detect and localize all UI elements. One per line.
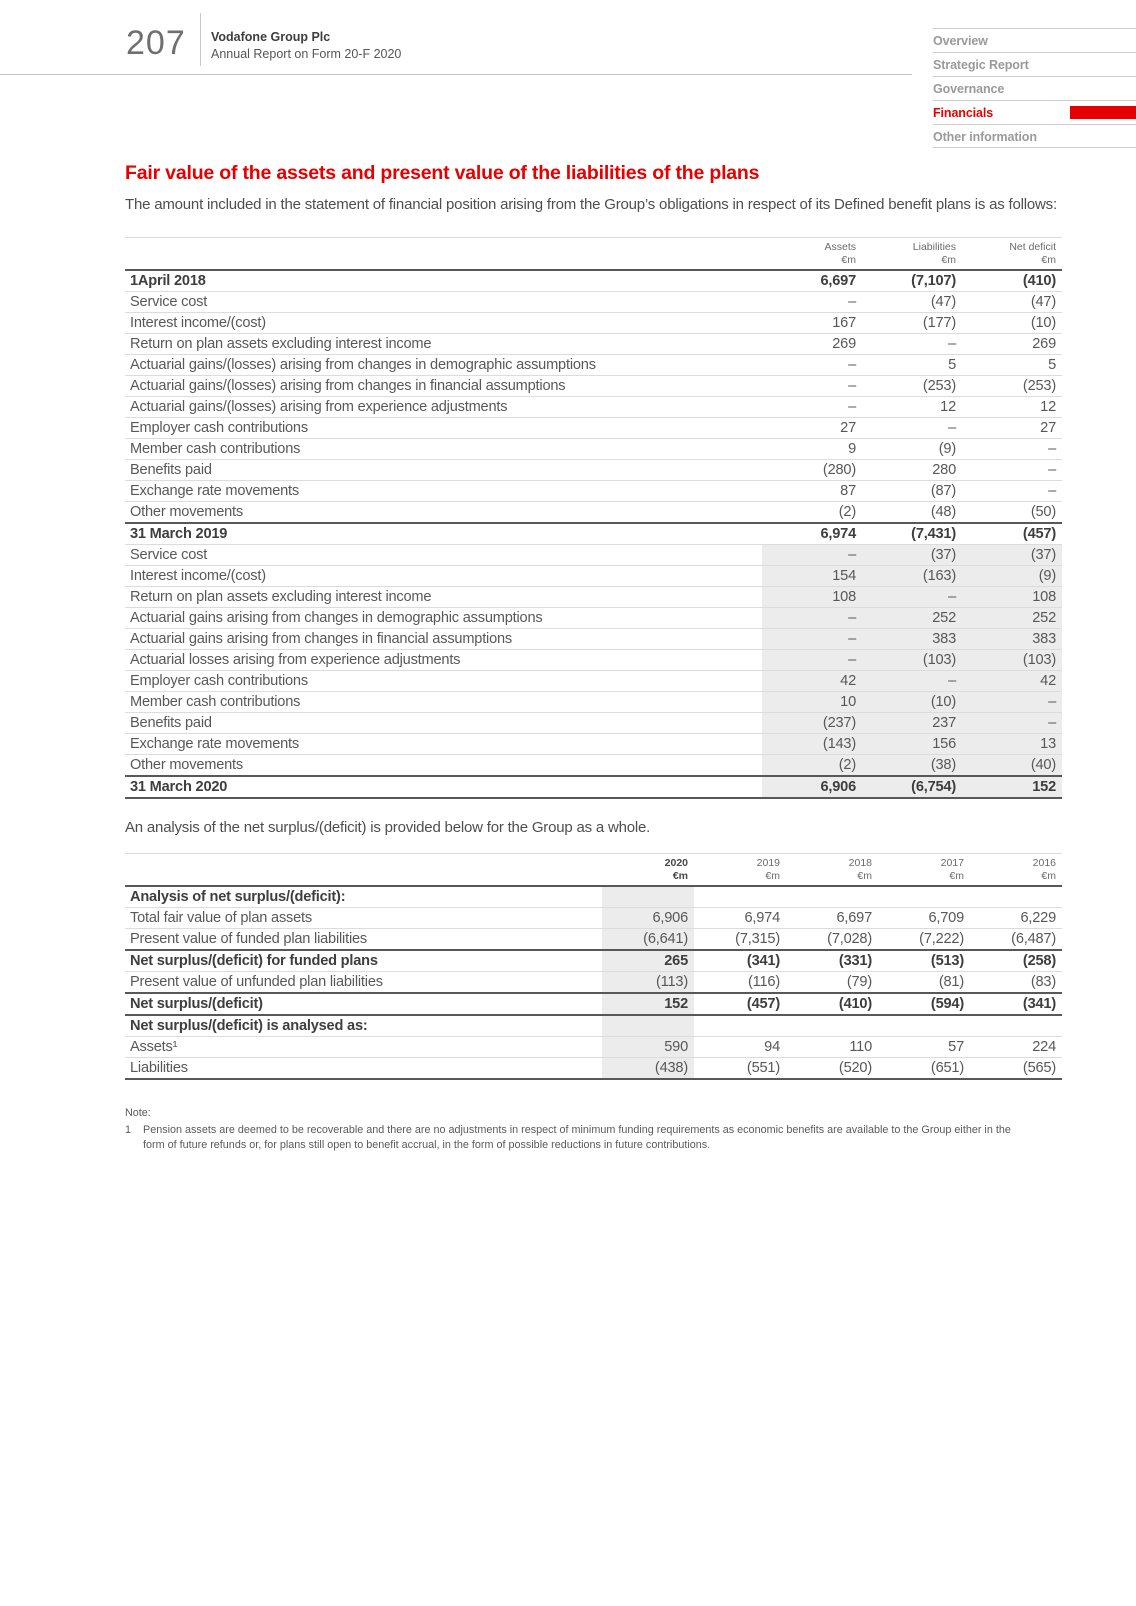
cell-value: 237 <box>862 713 962 734</box>
table-row <box>125 292 1062 313</box>
table-row <box>125 313 1062 334</box>
cell-value: (253) <box>1022 378 1056 394</box>
cell-value: (6,641) <box>602 929 694 951</box>
plan-movements-table <box>125 237 1062 799</box>
analysis-paragraph: An analysis of the net surplus/(deficit) is provided below for the Group as a whole. <box>125 819 651 836</box>
cell-value: (341) <box>746 953 780 969</box>
cell-value <box>694 1015 786 1037</box>
section-nav <box>933 28 1136 148</box>
cell-value: 110 <box>849 1039 872 1055</box>
cell-value: – <box>1048 462 1056 478</box>
cell-value: (520) <box>838 1060 872 1076</box>
table-row <box>125 334 1062 355</box>
cell-value: (143) <box>762 734 862 755</box>
cell-value: 6,974 <box>744 910 780 926</box>
table-row <box>125 972 1062 994</box>
cell-value: – <box>948 420 956 436</box>
cell-value: – <box>762 650 862 671</box>
nav-item-label: Governance <box>933 82 1005 96</box>
table-row <box>125 1058 1062 1080</box>
cell-value: (81) <box>938 974 964 990</box>
intro-paragraph: The amount included in the statement of financial position arising from the Group’s obligations in respect of its Defined benefit plans is as follows: <box>125 196 1057 213</box>
cell-value: (79) <box>846 974 872 990</box>
nav-item-label: Strategic Report <box>933 58 1029 72</box>
cell-value: (47) <box>1030 294 1056 310</box>
cell-value: (457) <box>746 996 780 1012</box>
nav-item-financials[interactable] <box>933 100 1136 124</box>
table-row <box>125 908 1062 929</box>
row-label: Service cost <box>130 294 208 310</box>
cell-value: (410) <box>838 996 872 1012</box>
cell-value: 27 <box>1040 420 1056 436</box>
cell-value: – <box>848 399 856 415</box>
table-row <box>125 1037 1062 1058</box>
cell-value <box>694 886 786 908</box>
row-label: Actuarial losses arising from experience adjustments <box>130 652 461 668</box>
row-label: Actuarial gains/(losses) arising from changes in demographic assumptions <box>130 357 596 373</box>
cell-value: 94 <box>764 1039 780 1055</box>
row-label: Exchange rate movements <box>130 483 299 499</box>
cell-value: 252 <box>962 608 1062 629</box>
cell-value: (103) <box>862 650 962 671</box>
cell-value <box>786 1015 878 1037</box>
table-row <box>125 629 1062 650</box>
cell-value: 383 <box>862 629 962 650</box>
table-row <box>125 776 1062 798</box>
table-row <box>125 587 1062 608</box>
cell-value: (565) <box>1022 1060 1056 1076</box>
row-label: Actuarial gains arising from changes in financial assumptions <box>130 631 513 647</box>
row-label: Present value of funded plan liabilities <box>130 931 368 947</box>
section-heading: Fair value of the assets and present value of the liabilities of the plans <box>125 162 760 184</box>
cell-value: (177) <box>922 315 956 331</box>
table-row <box>125 397 1062 418</box>
cell-value: 167 <box>832 315 856 331</box>
cell-value <box>786 886 878 908</box>
cell-value: 6,709 <box>928 910 964 926</box>
cell-value: 13 <box>962 734 1062 755</box>
row-label: Employer cash contributions <box>130 420 308 436</box>
cell-value: 57 <box>948 1039 964 1055</box>
cell-value: (50) <box>1030 504 1056 520</box>
cell-value: 152 <box>602 993 694 1015</box>
table-row <box>125 545 1062 566</box>
cell-value: (37) <box>862 545 962 566</box>
table-row <box>125 376 1062 397</box>
cell-value: – <box>848 357 856 373</box>
column-header-liabilities: Liabilities €m <box>912 241 956 266</box>
table-row <box>125 993 1062 1015</box>
note-section <box>125 1106 1062 1153</box>
column-header-2020: 2020 €m <box>664 857 688 882</box>
row-label: Net surplus/(deficit) for funded plans <box>130 953 378 969</box>
row-label: Actuarial gains/(losses) arising from experience adjustments <box>130 399 508 415</box>
row-label: Exchange rate movements <box>130 736 299 752</box>
cell-value: (38) <box>862 755 962 777</box>
cell-value: – <box>1048 441 1056 457</box>
cell-value: 383 <box>962 629 1062 650</box>
cell-value: 108 <box>962 587 1062 608</box>
cell-value: 269 <box>832 336 856 352</box>
cell-value: 12 <box>940 399 956 415</box>
row-label: Net surplus/(deficit) <box>130 996 263 1012</box>
table-row <box>125 734 1062 755</box>
table-row <box>125 439 1062 460</box>
cell-value: 10 <box>762 692 862 713</box>
active-section-marker <box>1070 106 1136 119</box>
row-label: Total fair value of plan assets <box>130 910 313 926</box>
table-row <box>125 950 1062 972</box>
cell-value: 6,697 <box>836 910 872 926</box>
cell-value: 265 <box>602 950 694 972</box>
cell-value: – <box>762 629 862 650</box>
row-label: 31 March 2019 <box>130 526 228 542</box>
cell-value: 27 <box>840 420 856 436</box>
cell-value: – <box>962 692 1062 713</box>
row-label: Return on plan assets excluding interest income <box>130 336 432 352</box>
column-header-assets: Assets €m <box>824 241 856 266</box>
row-label: 31 March 2020 <box>130 779 228 795</box>
cell-value: (280) <box>822 462 856 478</box>
corner-cell <box>125 854 602 887</box>
row-label: 1April 2018 <box>130 273 206 289</box>
cell-value: (9) <box>938 441 956 457</box>
cell-value: (47) <box>930 294 956 310</box>
table-row <box>125 692 1062 713</box>
cell-value: (331) <box>838 953 872 969</box>
header-rule <box>0 74 912 75</box>
cell-value: 6,906 <box>602 908 694 929</box>
cell-value: (7,028) <box>827 931 872 947</box>
cell-value: (651) <box>930 1060 964 1076</box>
cell-value: (237) <box>762 713 862 734</box>
cell-value: – <box>948 336 956 352</box>
cell-value: (103) <box>962 650 1062 671</box>
row-label: Interest income/(cost) <box>130 315 266 331</box>
page-number: 207 <box>126 24 186 62</box>
cell-value: (438) <box>602 1058 694 1080</box>
corner-cell <box>125 238 762 271</box>
table-row <box>125 886 1062 908</box>
cell-value: (7,107) <box>911 273 956 289</box>
row-label: Present value of unfunded plan liabilities <box>130 974 383 990</box>
column-header-2019: 2019 €m <box>756 857 780 882</box>
cell-value: (113) <box>602 972 694 994</box>
cell-value: – <box>848 378 856 394</box>
table-row <box>125 713 1062 734</box>
cell-value: (116) <box>748 974 780 990</box>
cell-value: 6,906 <box>762 776 862 798</box>
row-label: Interest income/(cost) <box>130 568 266 584</box>
cell-value: 590 <box>602 1037 694 1058</box>
cell-value: – <box>962 713 1062 734</box>
cell-value: 252 <box>862 608 962 629</box>
column-header-net-deficit: Net deficit €m <box>1009 241 1056 266</box>
row-label: Actuarial gains/(losses) arising from changes in financial assumptions <box>130 378 566 394</box>
cell-value: 154 <box>762 566 862 587</box>
cell-value <box>970 886 1062 908</box>
row-label: Benefits paid <box>130 462 212 478</box>
cell-value: (87) <box>930 483 956 499</box>
table-header-row <box>125 854 1062 887</box>
row-label: Other movements <box>130 757 243 773</box>
cell-value: 5 <box>948 357 956 373</box>
cell-value: (6,487) <box>1011 931 1056 947</box>
cell-value: (2) <box>838 504 856 520</box>
table-row <box>125 608 1062 629</box>
cell-value: – <box>1048 483 1056 499</box>
cell-value: 87 <box>840 483 856 499</box>
nav-item-strategic-report[interactable] <box>933 52 1136 76</box>
cell-value <box>878 886 970 908</box>
row-label: Benefits paid <box>130 715 212 731</box>
cell-value <box>970 1015 1062 1037</box>
table-row <box>125 523 1062 545</box>
row-label: Liabilities <box>130 1060 188 1076</box>
header-divider <box>200 13 201 66</box>
cell-value: (341) <box>1022 996 1056 1012</box>
cell-value: (37) <box>962 545 1062 566</box>
table-row <box>125 929 1062 951</box>
row-label: Member cash contributions <box>130 441 301 457</box>
cell-value: (258) <box>1022 953 1056 969</box>
cell-value: 152 <box>962 776 1062 798</box>
cell-value: (10) <box>862 692 962 713</box>
cell-value: (48) <box>930 504 956 520</box>
cell-value: (9) <box>962 566 1062 587</box>
footnote-marker: 1 <box>125 1124 132 1136</box>
cell-value: – <box>762 608 862 629</box>
row-label: Service cost <box>130 547 208 563</box>
table-row <box>125 566 1062 587</box>
cell-value: 42 <box>762 671 862 692</box>
cell-value: 280 <box>932 462 956 478</box>
report-title: Annual Report on Form 20-F 2020 <box>211 47 402 61</box>
table-row <box>125 1015 1062 1037</box>
cell-value: 224 <box>1032 1039 1056 1055</box>
nav-item-overview[interactable] <box>933 28 1136 52</box>
footnote <box>125 1123 1062 1153</box>
column-header-2017: 2017 €m <box>940 857 964 882</box>
cell-value: (457) <box>1022 526 1056 542</box>
row-label: Analysis of net surplus/(deficit): <box>130 889 346 905</box>
table-row <box>125 355 1062 376</box>
table-row <box>125 755 1062 777</box>
nav-item-label: Overview <box>933 34 988 48</box>
cell-value: 6,974 <box>820 526 856 542</box>
table-row <box>125 460 1062 481</box>
cell-value: – <box>862 671 962 692</box>
row-label: Assets¹ <box>130 1039 178 1055</box>
row-label: Employer cash contributions <box>130 673 308 689</box>
footnote-text: Pension assets are deemed to be recoverable and there are no adjustments in respect of minimum funding requirements as economic benefits are available to the Group either in the form of future refunds or, for plans still open to benefit accrual, in the form of possible reductions in future contributions. <box>143 1124 1011 1151</box>
cell-value: (6,754) <box>862 776 962 798</box>
table-row <box>125 671 1062 692</box>
row-label: Actuarial gains arising from changes in demographic assumptions <box>130 610 543 626</box>
column-header-2016: 2016 €m <box>1032 857 1056 882</box>
nav-item-label: Financials <box>933 106 994 120</box>
nav-item-other-information[interactable] <box>933 124 1136 148</box>
cell-value: (40) <box>962 755 1062 777</box>
cell-value <box>878 1015 970 1037</box>
cell-value: 6,229 <box>1020 910 1056 926</box>
note-label: Note: <box>125 1107 151 1119</box>
cell-value: (163) <box>862 566 962 587</box>
cell-value: 42 <box>962 671 1062 692</box>
cell-value: 108 <box>762 587 862 608</box>
cell-value: (551) <box>746 1060 780 1076</box>
cell-value: (7,222) <box>919 931 964 947</box>
cell-value: (7,315) <box>735 931 780 947</box>
cell-value: (2) <box>762 755 862 777</box>
cell-value: (10) <box>1030 315 1056 331</box>
cell-value: (594) <box>930 996 964 1012</box>
cell-value: – <box>862 587 962 608</box>
row-label: Member cash contributions <box>130 694 301 710</box>
net-surplus-analysis-table <box>125 853 1062 1080</box>
nav-item-governance[interactable] <box>933 76 1136 100</box>
table-header-row <box>125 238 1062 271</box>
cell-value: 9 <box>848 441 856 457</box>
cell-value: 156 <box>862 734 962 755</box>
company-name: Vodafone Group Plc <box>211 30 331 44</box>
table-row <box>125 650 1062 671</box>
cell-value: 5 <box>1048 357 1056 373</box>
table-row <box>125 418 1062 439</box>
table-row <box>125 502 1062 524</box>
main-content <box>125 162 1062 1153</box>
cell-value: (253) <box>922 378 956 394</box>
cell-value <box>602 886 694 908</box>
cell-value <box>602 1015 694 1037</box>
document-title-block <box>211 30 401 61</box>
cell-value: – <box>848 294 856 310</box>
cell-value: (513) <box>930 953 964 969</box>
table-row <box>125 270 1062 292</box>
cell-value: (7,431) <box>911 526 956 542</box>
cell-value: – <box>762 545 862 566</box>
row-label: Return on plan assets excluding interest income <box>130 589 432 605</box>
cell-value: (83) <box>1030 974 1056 990</box>
column-header-2018: 2018 €m <box>848 857 872 882</box>
table-row <box>125 481 1062 502</box>
cell-value: (410) <box>1022 273 1056 289</box>
cell-value: 6,697 <box>820 273 856 289</box>
cell-value: 269 <box>1032 336 1056 352</box>
row-label: Other movements <box>130 504 243 520</box>
row-label: Net surplus/(deficit) is analysed as: <box>130 1018 368 1034</box>
nav-item-label: Other information <box>933 130 1037 144</box>
cell-value: 12 <box>1040 399 1056 415</box>
